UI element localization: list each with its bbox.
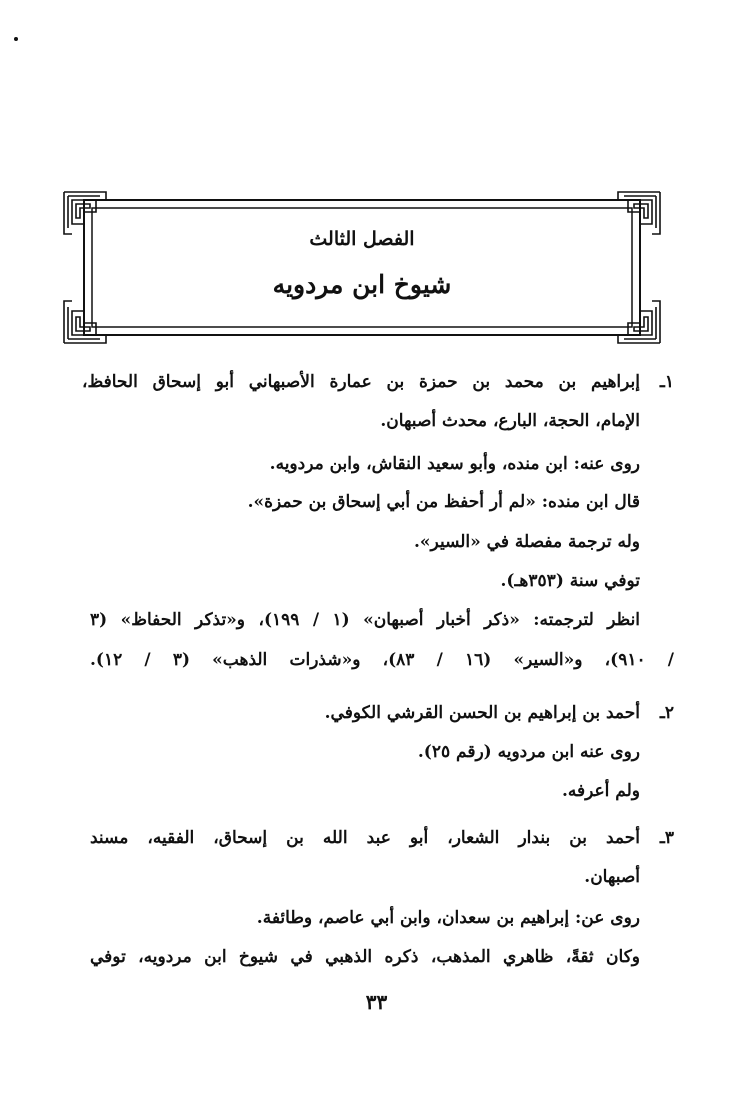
entry-line: روى عن: إبراهيم بن سعدان، وابن أبي عاصم، وطائفة. — [256, 908, 640, 928]
entry-line: أصبهان. — [584, 867, 640, 887]
entry-line: انظر لترجمته: «ذكر أخبار أصبهان» (١ / ١٩٩)، و«تذكر الحفاظ» (٣ — [90, 610, 641, 630]
entry-line: روى عنه ابن مردويه (رقم ٢٥). — [417, 742, 640, 762]
entry-line: ولم أعرفه. — [561, 781, 640, 801]
chapter-label: الفصل الثالث — [309, 228, 415, 250]
entry-line: روى عنه: ابن منده، وأبو سعيد النقاش، وابن مردويه. — [269, 454, 640, 474]
entry-number: ٢ـ — [659, 703, 674, 723]
entry-line: توفي سنة (٣٥٣هـ). — [500, 571, 640, 591]
entry-line: / ٩١٠)، و«السير» (١٦ / ٨٣)، و«شذرات الذهب» (٣ / ١٢). — [90, 650, 675, 670]
entry-line: أحمد بن بندار الشعار، أبو عبد الله بن إسحاق، الفقيه، مسند — [90, 828, 640, 848]
entry-number: ١ـ — [659, 372, 674, 392]
page-number: ٣٣ — [365, 990, 388, 1014]
entry-line: وكان ثقةً، ظاهري المذهب، ذكره الذهبي في شيوخ ابن مردويه، توفي — [90, 947, 640, 967]
entry-line: الإمام، الحجة، البارع، محدث أصبهان. — [380, 411, 640, 431]
scan-speck — [14, 37, 18, 41]
entry-number: ٣ـ — [659, 828, 674, 848]
entry-line: إبراهيم بن محمد بن حمزة بن عمارة الأصبهاني أبو إسحاق الحافظ، — [82, 372, 640, 392]
entry-line: قال ابن منده: «لم أر أحفظ من أبي إسحاق بن حمزة». — [247, 492, 640, 512]
ornamental-border-icon — [62, 190, 662, 345]
entry-line: أحمد بن إبراهيم بن الحسن القرشي الكوفي. — [324, 703, 640, 723]
chapter-header-frame — [62, 190, 662, 345]
chapter-title: شيوخ ابن مردويه — [272, 270, 452, 299]
entry-line: وله ترجمة مفصلة في «السير». — [414, 532, 640, 552]
